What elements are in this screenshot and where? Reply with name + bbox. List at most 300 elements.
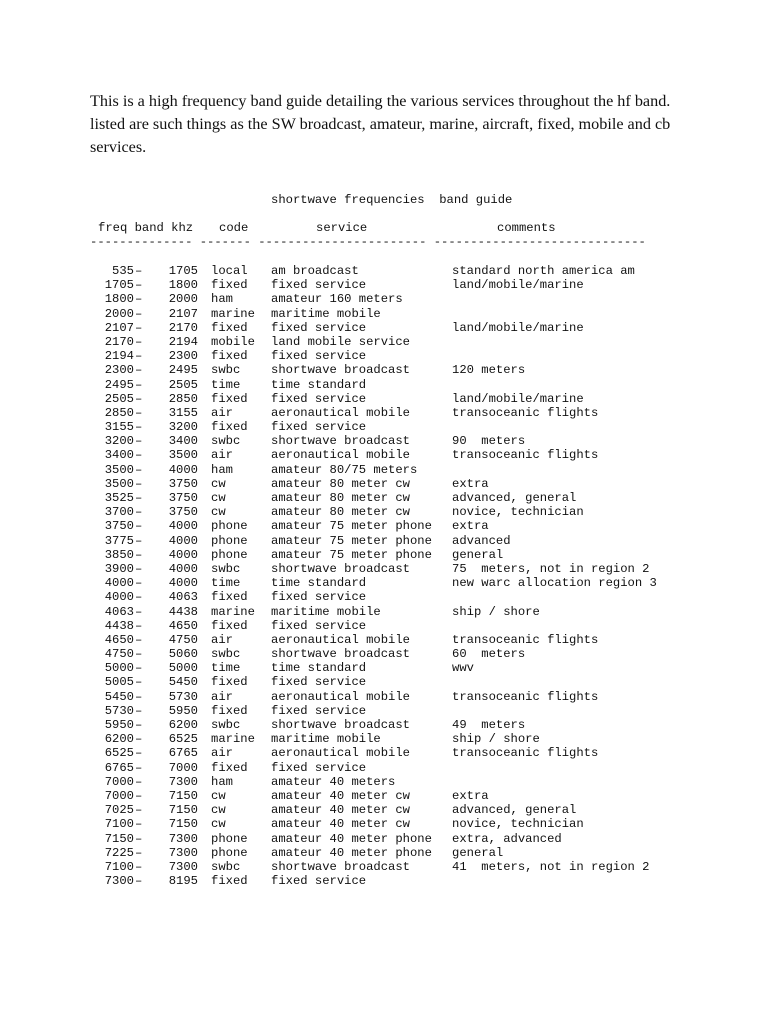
freq-high: 4438 (168, 604, 198, 619)
service-cell: amateur 40 meters (271, 774, 396, 789)
table-row (0, 761, 768, 775)
header-separator: -------------- ------- ----------------------- ----------------------------- (90, 235, 646, 249)
service-cell: fixed service (271, 618, 367, 633)
freq-high: 2170 (168, 320, 198, 335)
service-cell: amateur 75 meter phone (271, 519, 432, 534)
freq-high: 4000 (168, 576, 198, 591)
freq-high: 3750 (168, 476, 198, 491)
freq-dash: – (135, 334, 143, 349)
freq-high: 4650 (168, 618, 198, 633)
freq-low: 3500 (104, 476, 134, 491)
freq-low: 4650 (104, 632, 134, 647)
code-cell: swbc (211, 434, 241, 449)
freq-high: 3200 (168, 420, 198, 435)
code-cell: cw (211, 803, 226, 818)
service-cell: am broadcast (271, 264, 359, 278)
freq-low: 7100 (104, 859, 134, 874)
freq-low: 4750 (104, 647, 134, 662)
comment-cell: 120 meters (452, 363, 526, 378)
freq-dash: – (135, 874, 143, 889)
comment-cell: extra (452, 476, 489, 491)
freq-high: 8195 (168, 874, 198, 889)
code-cell: ham (211, 462, 233, 477)
freq-dash: – (135, 718, 143, 732)
freq-dash: – (135, 547, 143, 562)
freq-low: 3900 (104, 561, 134, 576)
code-cell: cw (211, 491, 226, 505)
comment-cell: 60 meters (452, 647, 526, 662)
comment-cell: extra (452, 519, 489, 534)
freq-low: 7025 (104, 803, 134, 818)
intro-paragraph: This is a high frequency band guide detailing the various services throughout the hf band. listed are such things as the SW broadcast, amateur, marine, aircraft, fixed, mobile and cb services. (90, 92, 671, 156)
code-cell: phone (211, 831, 248, 846)
comment-cell: 90 meters (452, 434, 526, 449)
code-cell: local (211, 264, 248, 278)
comment-cell: transoceanic flights (452, 746, 599, 761)
service-cell: maritime mobile (271, 604, 381, 619)
freq-low: 6525 (104, 746, 134, 761)
table-row (0, 463, 768, 477)
freq-high: 5060 (168, 647, 198, 662)
service-cell: fixed service (271, 420, 367, 435)
freq-low: 5000 (104, 661, 134, 676)
table-row (0, 434, 768, 448)
service-cell: amateur 80/75 meters (271, 462, 418, 477)
service-cell: amateur 160 meters (271, 292, 403, 307)
code-cell: cw (211, 505, 226, 520)
freq-dash: – (135, 391, 143, 406)
code-cell: air (211, 632, 233, 647)
table-row (0, 378, 768, 392)
table-row (0, 448, 768, 462)
freq-high: 4000 (168, 547, 198, 562)
comment-cell: transoceanic flights (452, 632, 599, 647)
freq-dash: – (135, 703, 143, 718)
table-row (0, 321, 768, 335)
freq-dash: – (135, 264, 143, 278)
table-row (0, 775, 768, 789)
comment-cell: advanced (452, 533, 511, 548)
freq-dash: – (135, 491, 143, 505)
freq-high: 3500 (168, 448, 198, 463)
table-row (0, 803, 768, 817)
table-row (0, 292, 768, 306)
service-cell: amateur 80 meter cw (271, 505, 410, 520)
freq-high: 1800 (168, 278, 198, 293)
code-cell: phone (211, 547, 248, 562)
freq-low: 2107 (104, 320, 134, 335)
code-cell: swbc (211, 363, 241, 378)
comment-cell: 75 meters, not in region 2 (452, 561, 650, 576)
freq-high: 6200 (168, 718, 198, 732)
header-freq-band: freq band khz (98, 221, 194, 235)
freq-high: 7300 (168, 831, 198, 846)
freq-high: 4750 (168, 632, 198, 647)
code-cell: fixed (211, 278, 248, 293)
freq-low: 7300 (104, 874, 134, 889)
comment-cell: general (452, 845, 504, 860)
freq-dash: – (135, 292, 143, 307)
header-comments: comments (497, 221, 556, 235)
freq-dash: – (135, 618, 143, 633)
code-cell: fixed (211, 349, 248, 364)
freq-dash: – (135, 576, 143, 591)
comment-cell: transoceanic flights (452, 448, 599, 463)
code-cell: fixed (211, 703, 248, 718)
table-row (0, 846, 768, 860)
table-row (0, 477, 768, 491)
code-cell: air (211, 405, 233, 420)
comment-cell: novice, technician (452, 817, 584, 832)
table-row (0, 732, 768, 746)
service-cell: shortwave broadcast (271, 363, 410, 378)
freq-dash: – (135, 462, 143, 477)
table-row (0, 832, 768, 846)
table-row (0, 633, 768, 647)
service-cell: amateur 40 meter phone (271, 845, 432, 860)
table-row (0, 690, 768, 704)
freq-dash: – (135, 533, 143, 548)
service-cell: fixed service (271, 391, 367, 406)
freq-low: 2000 (104, 306, 134, 321)
comment-cell: ship / shore (452, 604, 540, 619)
service-cell: amateur 40 meter phone (271, 831, 432, 846)
freq-low: 4000 (104, 590, 134, 605)
comment-cell: novice, technician (452, 505, 584, 520)
code-cell: phone (211, 519, 248, 534)
freq-high: 3750 (168, 505, 198, 520)
freq-high: 1705 (168, 264, 198, 278)
comment-cell: general (452, 547, 504, 562)
code-cell: swbc (211, 859, 241, 874)
code-cell: marine (211, 306, 255, 321)
table-row (0, 335, 768, 349)
comment-cell: 41 meters, not in region 2 (452, 859, 650, 874)
service-cell: maritime mobile (271, 732, 381, 747)
table-row (0, 406, 768, 420)
comment-cell: wwv (452, 661, 474, 676)
code-cell: fixed (211, 618, 248, 633)
freq-low: 2194 (104, 349, 134, 364)
table-row (0, 704, 768, 718)
code-cell: phone (211, 533, 248, 548)
service-cell: amateur 75 meter phone (271, 533, 432, 548)
freq-low: 5005 (104, 675, 134, 690)
code-cell: marine (211, 732, 255, 747)
table-row (0, 491, 768, 505)
comment-cell: advanced, general (452, 803, 577, 818)
freq-dash: – (135, 661, 143, 676)
freq-low: 7000 (104, 788, 134, 803)
code-cell: fixed (211, 675, 248, 690)
table-row (0, 590, 768, 604)
freq-low: 7100 (104, 817, 134, 832)
service-cell: shortwave broadcast (271, 859, 410, 874)
freq-low: 535 (112, 264, 134, 278)
code-cell: fixed (211, 874, 248, 889)
table-row (0, 562, 768, 576)
code-cell: fixed (211, 391, 248, 406)
freq-high: 4000 (168, 519, 198, 534)
table-row (0, 675, 768, 689)
freq-high: 2300 (168, 349, 198, 364)
service-cell: shortwave broadcast (271, 434, 410, 449)
freq-high: 7300 (168, 859, 198, 874)
freq-dash: – (135, 675, 143, 690)
freq-high: 7150 (168, 788, 198, 803)
code-cell: fixed (211, 320, 248, 335)
freq-dash: – (135, 505, 143, 520)
service-cell: maritime mobile (271, 306, 381, 321)
code-cell: air (211, 689, 233, 704)
freq-high: 5950 (168, 703, 198, 718)
freq-low: 3750 (104, 519, 134, 534)
comment-cell: standard north america am (452, 264, 635, 278)
code-cell: swbc (211, 647, 241, 662)
service-cell: aeronautical mobile (271, 632, 410, 647)
freq-low: 7150 (104, 831, 134, 846)
header-service: service (316, 221, 368, 235)
table-title: shortwave frequencies band guide (271, 193, 513, 207)
code-cell: cw (211, 476, 226, 491)
freq-low: 2170 (104, 334, 134, 349)
freq-high: 7150 (168, 803, 198, 818)
comment-cell: extra (452, 788, 489, 803)
code-cell: air (211, 448, 233, 463)
code-cell: cw (211, 788, 226, 803)
freq-dash: – (135, 760, 143, 775)
service-cell: time standard (271, 661, 367, 676)
service-cell: shortwave broadcast (271, 561, 410, 576)
service-cell: amateur 40 meter cw (271, 803, 410, 818)
service-cell: aeronautical mobile (271, 405, 410, 420)
freq-dash: – (135, 448, 143, 463)
freq-low: 6200 (104, 732, 134, 747)
freq-high: 7000 (168, 760, 198, 775)
freq-low: 4000 (104, 576, 134, 591)
service-cell: amateur 80 meter cw (271, 476, 410, 491)
freq-high: 5450 (168, 675, 198, 690)
service-cell: fixed service (271, 320, 367, 335)
table-row (0, 307, 768, 321)
service-cell: aeronautical mobile (271, 689, 410, 704)
freq-low: 5730 (104, 703, 134, 718)
code-cell: ham (211, 292, 233, 307)
table-row (0, 619, 768, 633)
freq-dash: – (135, 647, 143, 662)
table-row (0, 534, 768, 548)
table-row (0, 860, 768, 874)
freq-dash: – (135, 803, 143, 818)
freq-low: 1705 (104, 278, 134, 293)
freq-low: 5450 (104, 689, 134, 704)
service-cell: aeronautical mobile (271, 448, 410, 463)
freq-low: 3775 (104, 533, 134, 548)
table-row (0, 746, 768, 760)
freq-high: 5730 (168, 689, 198, 704)
code-cell: time (211, 377, 241, 392)
code-cell: air (211, 746, 233, 761)
code-cell: swbc (211, 718, 241, 732)
freq-low: 2495 (104, 377, 134, 392)
freq-dash: – (135, 632, 143, 647)
header-code: code (219, 221, 249, 235)
freq-low: 5950 (104, 718, 134, 732)
service-cell: aeronautical mobile (271, 746, 410, 761)
freq-low: 3400 (104, 448, 134, 463)
freq-low: 3155 (104, 420, 134, 435)
freq-dash: – (135, 420, 143, 435)
freq-dash: – (135, 590, 143, 605)
freq-low: 6765 (104, 760, 134, 775)
freq-high: 3155 (168, 405, 198, 420)
comment-cell: extra, advanced (452, 831, 562, 846)
freq-high: 4000 (168, 533, 198, 548)
freq-dash: – (135, 306, 143, 321)
table-row (0, 548, 768, 562)
freq-dash: – (135, 320, 143, 335)
table-row (0, 264, 768, 278)
code-cell: fixed (211, 420, 248, 435)
freq-low: 2850 (104, 405, 134, 420)
freq-high: 3750 (168, 491, 198, 505)
freq-high: 4063 (168, 590, 198, 605)
freq-dash: – (135, 561, 143, 576)
freq-dash: – (135, 732, 143, 747)
service-cell: time standard (271, 377, 367, 392)
table-row (0, 605, 768, 619)
code-cell: mobile (211, 334, 255, 349)
table-row (0, 661, 768, 675)
freq-low: 4063 (104, 604, 134, 619)
freq-high: 4000 (168, 462, 198, 477)
freq-dash: – (135, 788, 143, 803)
table-row (0, 363, 768, 377)
freq-high: 5000 (168, 661, 198, 676)
freq-high: 4000 (168, 561, 198, 576)
service-cell: fixed service (271, 874, 367, 889)
freq-dash: – (135, 831, 143, 846)
comment-cell: land/mobile/marine (452, 391, 584, 406)
table-row (0, 420, 768, 434)
table-row (0, 718, 768, 732)
code-cell: marine (211, 604, 255, 619)
freq-dash: – (135, 363, 143, 378)
freq-high: 2505 (168, 377, 198, 392)
freq-low: 3700 (104, 505, 134, 520)
freq-dash: – (135, 859, 143, 874)
freq-high: 6765 (168, 746, 198, 761)
service-cell: fixed service (271, 675, 367, 690)
service-cell: amateur 40 meter cw (271, 788, 410, 803)
service-cell: fixed service (271, 590, 367, 605)
table-row (0, 789, 768, 803)
freq-high: 2000 (168, 292, 198, 307)
service-cell: fixed service (271, 760, 367, 775)
freq-low: 7000 (104, 774, 134, 789)
freq-high: 7150 (168, 817, 198, 832)
code-cell: fixed (211, 590, 248, 605)
comment-cell: ship / shore (452, 732, 540, 747)
comment-cell: land/mobile/marine (452, 278, 584, 293)
freq-high: 2850 (168, 391, 198, 406)
table-row (0, 874, 768, 888)
code-cell: phone (211, 845, 248, 860)
service-cell: amateur 40 meter cw (271, 817, 410, 832)
freq-dash: – (135, 817, 143, 832)
comment-cell: transoceanic flights (452, 689, 599, 704)
table-row (0, 817, 768, 831)
code-cell: cw (211, 817, 226, 832)
freq-low: 3525 (104, 491, 134, 505)
table-row (0, 519, 768, 533)
freq-low: 3850 (104, 547, 134, 562)
freq-high: 2495 (168, 363, 198, 378)
freq-high: 2194 (168, 334, 198, 349)
service-cell: shortwave broadcast (271, 647, 410, 662)
freq-dash: – (135, 689, 143, 704)
freq-dash: – (135, 405, 143, 420)
freq-dash: – (135, 604, 143, 619)
service-cell: shortwave broadcast (271, 718, 410, 732)
service-cell: fixed service (271, 278, 367, 293)
comment-cell: advanced, general (452, 491, 577, 505)
freq-low: 7225 (104, 845, 134, 860)
freq-high: 3400 (168, 434, 198, 449)
comment-cell: land/mobile/marine (452, 320, 584, 335)
table-row (0, 278, 768, 292)
code-cell: time (211, 576, 241, 591)
code-cell: swbc (211, 561, 241, 576)
comment-cell: 49 meters (452, 718, 526, 732)
freq-dash: – (135, 845, 143, 860)
table-row (0, 505, 768, 519)
freq-low: 2505 (104, 391, 134, 406)
freq-low: 3500 (104, 462, 134, 477)
comment-cell: new warc allocation region 3 (452, 576, 657, 591)
freq-high: 2107 (168, 306, 198, 321)
service-cell: fixed service (271, 703, 367, 718)
freq-dash: – (135, 519, 143, 534)
code-cell: fixed (211, 760, 248, 775)
freq-low: 3200 (104, 434, 134, 449)
freq-dash: – (135, 434, 143, 449)
table-row (0, 349, 768, 363)
freq-dash: – (135, 476, 143, 491)
service-cell: amateur 75 meter phone (271, 547, 432, 562)
freq-high: 7300 (168, 774, 198, 789)
freq-dash: – (135, 746, 143, 761)
table-row (0, 392, 768, 406)
service-cell: amateur 80 meter cw (271, 491, 410, 505)
freq-low: 2300 (104, 363, 134, 378)
service-cell: land mobile service (271, 334, 410, 349)
band-table (0, 264, 768, 888)
code-cell: time (211, 661, 241, 676)
freq-low: 1800 (104, 292, 134, 307)
freq-dash: – (135, 349, 143, 364)
freq-high: 6525 (168, 732, 198, 747)
freq-high: 7300 (168, 845, 198, 860)
table-row (0, 647, 768, 661)
freq-dash: – (135, 377, 143, 392)
table-row (0, 576, 768, 590)
freq-dash: – (135, 774, 143, 789)
freq-dash: – (135, 278, 143, 293)
code-cell: ham (211, 774, 233, 789)
service-cell: fixed service (271, 349, 367, 364)
service-cell: time standard (271, 576, 367, 591)
